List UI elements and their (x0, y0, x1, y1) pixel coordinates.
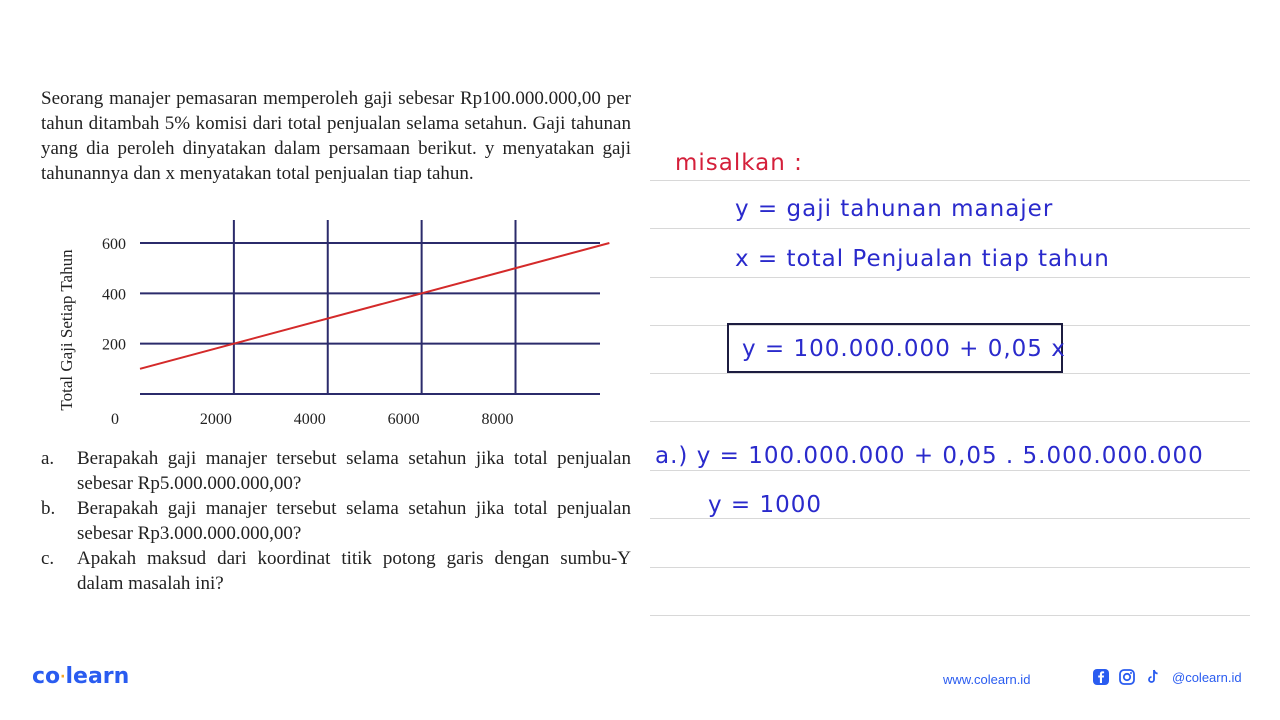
ruled-line (650, 470, 1250, 471)
question-label: c. (41, 548, 55, 569)
social-links (1092, 668, 1242, 686)
question-b (41, 496, 631, 546)
note-define-y: y = gaji tahunan manajer (735, 196, 1054, 222)
ruled-line (650, 373, 1250, 374)
salary-chart (40, 210, 640, 450)
x-tick-label: 4000 (293, 411, 326, 428)
question-text: Apakah maksud dari koordinat titik potong garis dengan sumbu-Y dalam masalah ini? (77, 548, 631, 594)
website-link[interactable]: www.colearn.id (943, 672, 1031, 687)
series-line (140, 243, 609, 369)
notes-heading: misalkan : (675, 150, 803, 176)
problem-statement (41, 86, 631, 186)
x-tick-label: 6000 (387, 411, 420, 428)
ruled-line (650, 518, 1250, 519)
question-label: a. (41, 448, 55, 469)
ruled-line (650, 277, 1250, 278)
tiktok-icon[interactable] (1144, 668, 1162, 686)
x-tick-label: 2000 (199, 411, 232, 428)
chart-labels (102, 236, 514, 428)
logo-part-learn: learn (65, 664, 130, 689)
question-text: Berapakah gaji manajer tersebut selama setahun jika total penjualan sebesar Rp3.000.000.000,00? (77, 498, 631, 544)
question-label: b. (41, 498, 56, 519)
ruled-line (650, 180, 1250, 181)
equation-text: y = 100.000.000 + 0,05 x (742, 336, 1066, 362)
questions-list (41, 446, 631, 596)
chart-ylabel: Total Gaji Setiap Tahun (57, 249, 76, 411)
y-tick-label: 600 (102, 236, 126, 253)
ruled-line (650, 228, 1250, 229)
question-c (41, 546, 631, 596)
y-tick-label: 200 (102, 336, 126, 354)
answer-a-line2: y = 1000 (708, 492, 823, 518)
instagram-icon[interactable] (1118, 668, 1136, 686)
y-tick-label: 400 (102, 286, 126, 304)
logo-dot: · (60, 669, 66, 685)
logo-part-co: co (32, 664, 61, 689)
ruled-line (650, 615, 1250, 616)
x-tick-label: 0 (111, 411, 119, 428)
ruled-line (650, 421, 1250, 422)
facebook-icon[interactable] (1092, 668, 1110, 686)
chart-lines (140, 243, 609, 369)
question-text: Berapakah gaji manajer tersebut selama setahun jika total penjualan sebesar Rp5.000.000.000,00? (77, 448, 631, 494)
note-define-x: x = total Penjualan tiap tahun (735, 246, 1110, 272)
social-handle[interactable]: @colearn.id (1172, 669, 1242, 685)
x-tick-label: 8000 (481, 411, 514, 428)
ruled-line (650, 567, 1250, 568)
colearn-logo (32, 664, 129, 689)
answer-a-line1: a.) y = 100.000.000 + 0,05 . 5.000.000.000 (655, 443, 1204, 469)
problem-paragraph: Seorang manajer pemasaran memperoleh gaji sebesar Rp100.000.000,00 per tahun ditambah 5% komisi dari total penjualan selama setahun. Gaji tahunan yang dia peroleh dinyatakan dalam persamaan berikut. y menyatakan gaji tahunannya dan x menyatakan total penjualan tiap tahun. (41, 88, 631, 184)
question-a (41, 446, 631, 496)
